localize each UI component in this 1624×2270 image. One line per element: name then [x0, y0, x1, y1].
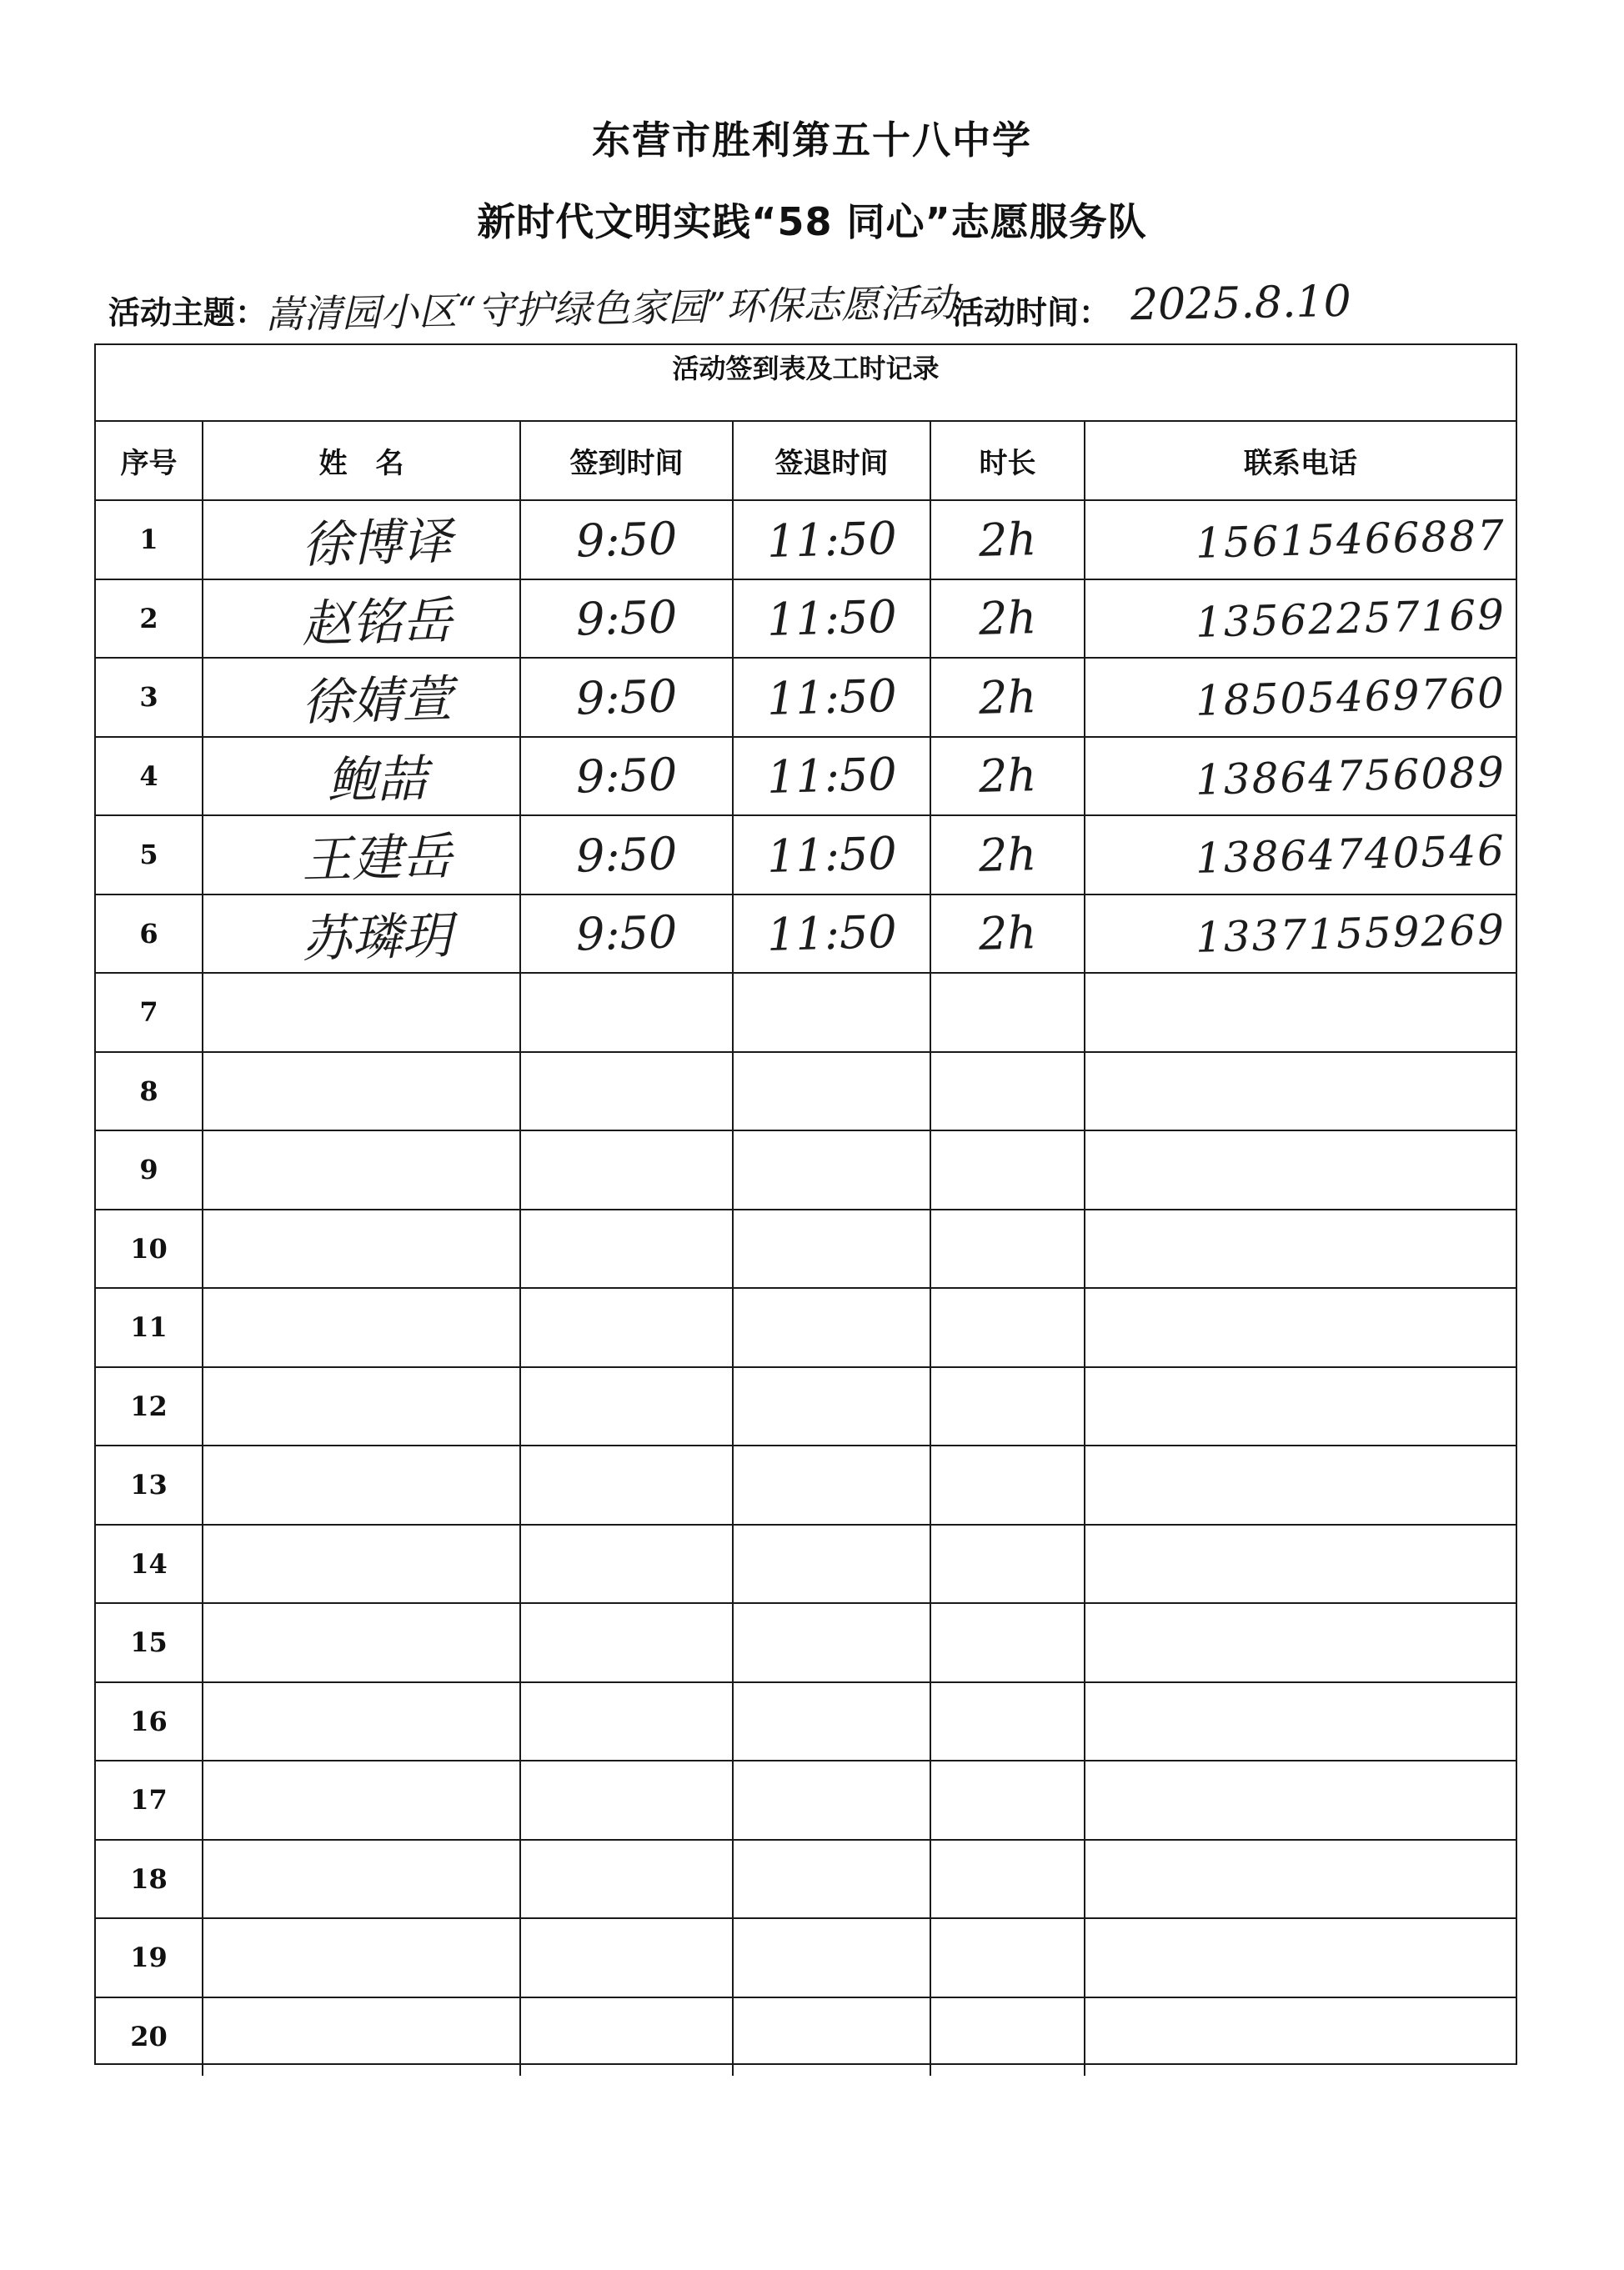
cell-no-text: 19: [130, 1942, 168, 1974]
cell-name: [203, 1210, 520, 1289]
cell-check-out: [733, 579, 930, 659]
cell-duration: [930, 1210, 1085, 1289]
cell-duration: [930, 1682, 1085, 1761]
cell-duration: [930, 658, 1085, 737]
cell-no-text: 14: [130, 1547, 168, 1580]
cell-no: [96, 1761, 203, 1840]
cell-name-text: 王建岳: [300, 827, 453, 890]
cell-phone: [1085, 1525, 1516, 1604]
cell-check-in: [520, 658, 733, 737]
cell-check-out: [733, 1130, 930, 1210]
col-header-no: 序号: [96, 422, 203, 500]
cell-no: [96, 1525, 203, 1604]
cell-check-in-text: 9:50: [575, 827, 678, 883]
cell-phone-text: 15615466887: [1195, 511, 1506, 569]
cell-check-out: [733, 1997, 930, 2077]
cell-duration-text: 2h: [978, 906, 1037, 961]
cell-check-out: [733, 737, 930, 816]
table-row: [96, 658, 1516, 737]
cell-no: [96, 1446, 203, 1525]
cell-name-text: 徐博译: [300, 512, 453, 575]
cell-no-text: 6: [139, 917, 158, 950]
cell-no: [96, 894, 203, 974]
cell-duration: [930, 1130, 1085, 1210]
cell-no: [96, 579, 203, 659]
cell-check-out: [733, 1918, 930, 1997]
cell-check-out: [733, 658, 930, 737]
cell-check-out: [733, 1446, 930, 1525]
cell-phone: [1085, 1288, 1516, 1367]
cell-name: [203, 737, 520, 816]
cell-name: [203, 1840, 520, 1919]
cell-phone: [1085, 1130, 1516, 1210]
cell-name: [203, 1525, 520, 1604]
table-row: [96, 1130, 1516, 1210]
cell-name: [203, 579, 520, 659]
cell-duration: [930, 1367, 1085, 1446]
col-header-phone: 联系电话: [1085, 422, 1516, 500]
cell-duration-text: 2h: [978, 827, 1037, 882]
cell-name: [203, 1288, 520, 1367]
table-row: [96, 579, 1516, 659]
cell-check-out-text: 11:50: [765, 669, 898, 725]
table-row: [96, 1603, 1516, 1682]
table-row: [96, 973, 1516, 1052]
cell-check-in: [520, 1052, 733, 1131]
table-row: [96, 1367, 1516, 1446]
cell-name: [203, 658, 520, 737]
cell-check-in: [520, 1997, 733, 2077]
cell-duration: [930, 500, 1085, 579]
cell-name: [203, 500, 520, 579]
cell-name: [203, 1052, 520, 1131]
cell-phone: [1085, 815, 1516, 894]
team-title: 新时代文明实践“58 同心”志愿服务队: [477, 199, 1147, 244]
col-header-duration: 时长: [930, 422, 1085, 500]
cell-check-in: [520, 1603, 733, 1682]
cell-check-out: [733, 1210, 930, 1289]
cell-name: [203, 973, 520, 1052]
cell-phone: [1085, 579, 1516, 659]
cell-phone: [1085, 894, 1516, 974]
cell-duration: [930, 737, 1085, 816]
cell-no: [96, 1288, 203, 1367]
cell-check-in: [520, 1525, 733, 1604]
cell-name: [203, 894, 520, 974]
cell-check-in: [520, 1288, 733, 1367]
cell-no-text: 3: [139, 681, 158, 714]
cell-no: [96, 973, 203, 1052]
theme-value: 嵩清园小区“守护绿色家园”环保志愿活动: [264, 279, 957, 338]
cell-check-in: [520, 579, 733, 659]
cell-check-out: [733, 1367, 930, 1446]
cell-no: [96, 1052, 203, 1131]
cell-duration: [930, 1288, 1085, 1367]
table-row: [96, 1761, 1516, 1840]
cell-check-in-text: 9:50: [575, 748, 678, 804]
cell-no-text: 7: [139, 996, 158, 1029]
table-row: [96, 737, 1516, 816]
sign-in-sheet: [94, 343, 1517, 2065]
cell-phone-text: 13864756089: [1195, 747, 1506, 804]
cell-phone-text: 13371559269: [1195, 904, 1506, 962]
cell-name-text: 苏璘玥: [300, 906, 453, 970]
cell-duration: [930, 1525, 1085, 1604]
cell-no-text: 12: [130, 1390, 168, 1422]
cell-check-out: [733, 1052, 930, 1131]
table-row: [96, 1052, 1516, 1131]
cell-name: [203, 1918, 520, 1997]
cell-no: [96, 1918, 203, 1997]
cell-duration: [930, 579, 1085, 659]
cell-duration-text: 2h: [978, 512, 1037, 567]
cell-phone: [1085, 1052, 1516, 1131]
table-row: [96, 1210, 1516, 1289]
attendance-table: [96, 422, 1516, 2076]
cell-check-in: [520, 737, 733, 816]
cell-no: [96, 1682, 203, 1761]
cell-no: [96, 1997, 203, 2077]
cell-check-in: [520, 1210, 733, 1289]
cell-check-in: [520, 1130, 733, 1210]
cell-no-text: 4: [139, 759, 158, 792]
cell-check-in: [520, 894, 733, 974]
cell-no-text: 2: [139, 602, 158, 634]
col-header-check-in: 签到时间: [520, 422, 733, 500]
cell-duration: [930, 1840, 1085, 1919]
cell-check-in-text: 9:50: [575, 905, 678, 961]
cell-phone-text: 18505469760: [1195, 669, 1506, 726]
cell-no: [96, 1210, 203, 1289]
activity-meta: [108, 275, 1542, 338]
cell-check-in: [520, 1918, 733, 1997]
cell-name: [203, 1367, 520, 1446]
cell-no: [96, 1367, 203, 1446]
cell-check-out-text: 11:50: [765, 905, 898, 962]
cell-check-out: [733, 1288, 930, 1367]
cell-duration: [930, 894, 1085, 974]
cell-duration-text: 2h: [978, 669, 1037, 724]
cell-name: [203, 1603, 520, 1682]
cell-check-out: [733, 894, 930, 974]
cell-phone-text: 13562257169: [1195, 589, 1506, 647]
cell-check-in: [520, 1367, 733, 1446]
cell-no-text: 15: [130, 1626, 168, 1659]
cell-no: [96, 1840, 203, 1919]
cell-name-text: 赵铭岳: [300, 591, 453, 654]
cell-duration: [930, 1997, 1085, 2077]
cell-check-out: [733, 500, 930, 579]
cell-no-text: 16: [130, 1705, 168, 1737]
cell-check-out-text: 11:50: [765, 511, 898, 568]
cell-phone: [1085, 973, 1516, 1052]
cell-check-in: [520, 815, 733, 894]
cell-check-out: [733, 1840, 930, 1919]
cell-name: [203, 1761, 520, 1840]
cell-check-out: [733, 973, 930, 1052]
cell-duration: [930, 1052, 1085, 1131]
table-row: [96, 1525, 1516, 1604]
cell-check-in: [520, 1840, 733, 1919]
cell-phone: [1085, 1682, 1516, 1761]
school-title: 东营市胜利第五十八中学: [592, 118, 1032, 163]
cell-check-out: [733, 1525, 930, 1604]
table-header-row: [96, 422, 1516, 500]
cell-phone: [1085, 1446, 1516, 1525]
cell-phone-text: 13864740546: [1195, 826, 1506, 884]
cell-no: [96, 737, 203, 816]
cell-no-text: 9: [139, 1154, 158, 1186]
cell-check-in: [520, 500, 733, 579]
cell-phone: [1085, 500, 1516, 579]
cell-phone: [1085, 1997, 1516, 2077]
cell-check-in: [520, 973, 733, 1052]
col-header-check-out: 签退时间: [733, 422, 930, 500]
col-header-name: 姓 名: [203, 422, 520, 500]
table-row: [96, 1840, 1516, 1919]
table-row: [96, 1446, 1516, 1525]
cell-no-text: 18: [130, 1862, 168, 1895]
cell-check-out: [733, 1603, 930, 1682]
cell-name: [203, 1446, 520, 1525]
cell-phone: [1085, 658, 1516, 737]
table-row: [96, 1918, 1516, 1997]
time-label: 活动时间：: [952, 294, 1111, 331]
cell-check-out-text: 11:50: [765, 748, 898, 804]
cell-duration-text: 2h: [978, 749, 1037, 804]
cell-check-in-text: 9:50: [575, 512, 678, 568]
cell-no: [96, 1130, 203, 1210]
cell-no: [96, 815, 203, 894]
cell-check-in: [520, 1682, 733, 1761]
cell-check-out-text: 11:50: [765, 826, 898, 883]
cell-check-in-text: 9:50: [575, 669, 678, 725]
cell-no-text: 5: [139, 839, 158, 871]
cell-name: [203, 1130, 520, 1210]
cell-name: [203, 815, 520, 894]
cell-phone: [1085, 1603, 1516, 1682]
cell-check-out-text: 11:50: [765, 590, 898, 647]
cell-check-out: [733, 1682, 930, 1761]
cell-no: [96, 1603, 203, 1682]
table-row: [96, 815, 1516, 894]
cell-check-in-text: 9:50: [575, 590, 678, 646]
cell-duration: [930, 1761, 1085, 1840]
cell-no-text: 20: [130, 2021, 168, 2053]
cell-phone: [1085, 1367, 1516, 1446]
table-row: [96, 1682, 1516, 1761]
cell-check-out: [733, 1761, 930, 1840]
cell-no-text: 17: [130, 1784, 168, 1817]
cell-duration: [930, 1446, 1085, 1525]
cell-phone: [1085, 1840, 1516, 1919]
cell-no-text: 1: [139, 524, 158, 556]
cell-phone: [1085, 1918, 1516, 1997]
cell-check-out: [733, 815, 930, 894]
cell-name-text: 鲍喆: [325, 749, 428, 811]
cell-duration: [930, 973, 1085, 1052]
table-row: [96, 1997, 1516, 2077]
cell-phone: [1085, 1761, 1516, 1840]
cell-check-in: [520, 1446, 733, 1525]
table-row: [96, 1288, 1516, 1367]
cell-no-text: 11: [130, 1311, 168, 1344]
cell-name: [203, 1997, 520, 2077]
cell-name-text: 徐婧萱: [300, 669, 453, 733]
sheet-title: 活动签到表及工时记录: [96, 345, 1516, 422]
cell-duration: [930, 1918, 1085, 1997]
cell-no-text: 8: [139, 1075, 158, 1107]
cell-no-text: 10: [130, 1232, 168, 1265]
cell-phone: [1085, 737, 1516, 816]
cell-no: [96, 500, 203, 579]
table-row: [96, 500, 1516, 579]
theme-label: 活动主题：: [108, 294, 268, 331]
table-row: [96, 894, 1516, 974]
cell-duration: [930, 815, 1085, 894]
cell-duration-text: 2h: [978, 591, 1037, 646]
cell-no: [96, 658, 203, 737]
time-value: 2025.8.10: [1130, 276, 1352, 331]
cell-duration: [930, 1603, 1085, 1682]
cell-no-text: 13: [130, 1469, 168, 1501]
cell-check-in: [520, 1761, 733, 1840]
cell-name: [203, 1682, 520, 1761]
cell-phone: [1085, 1210, 1516, 1289]
